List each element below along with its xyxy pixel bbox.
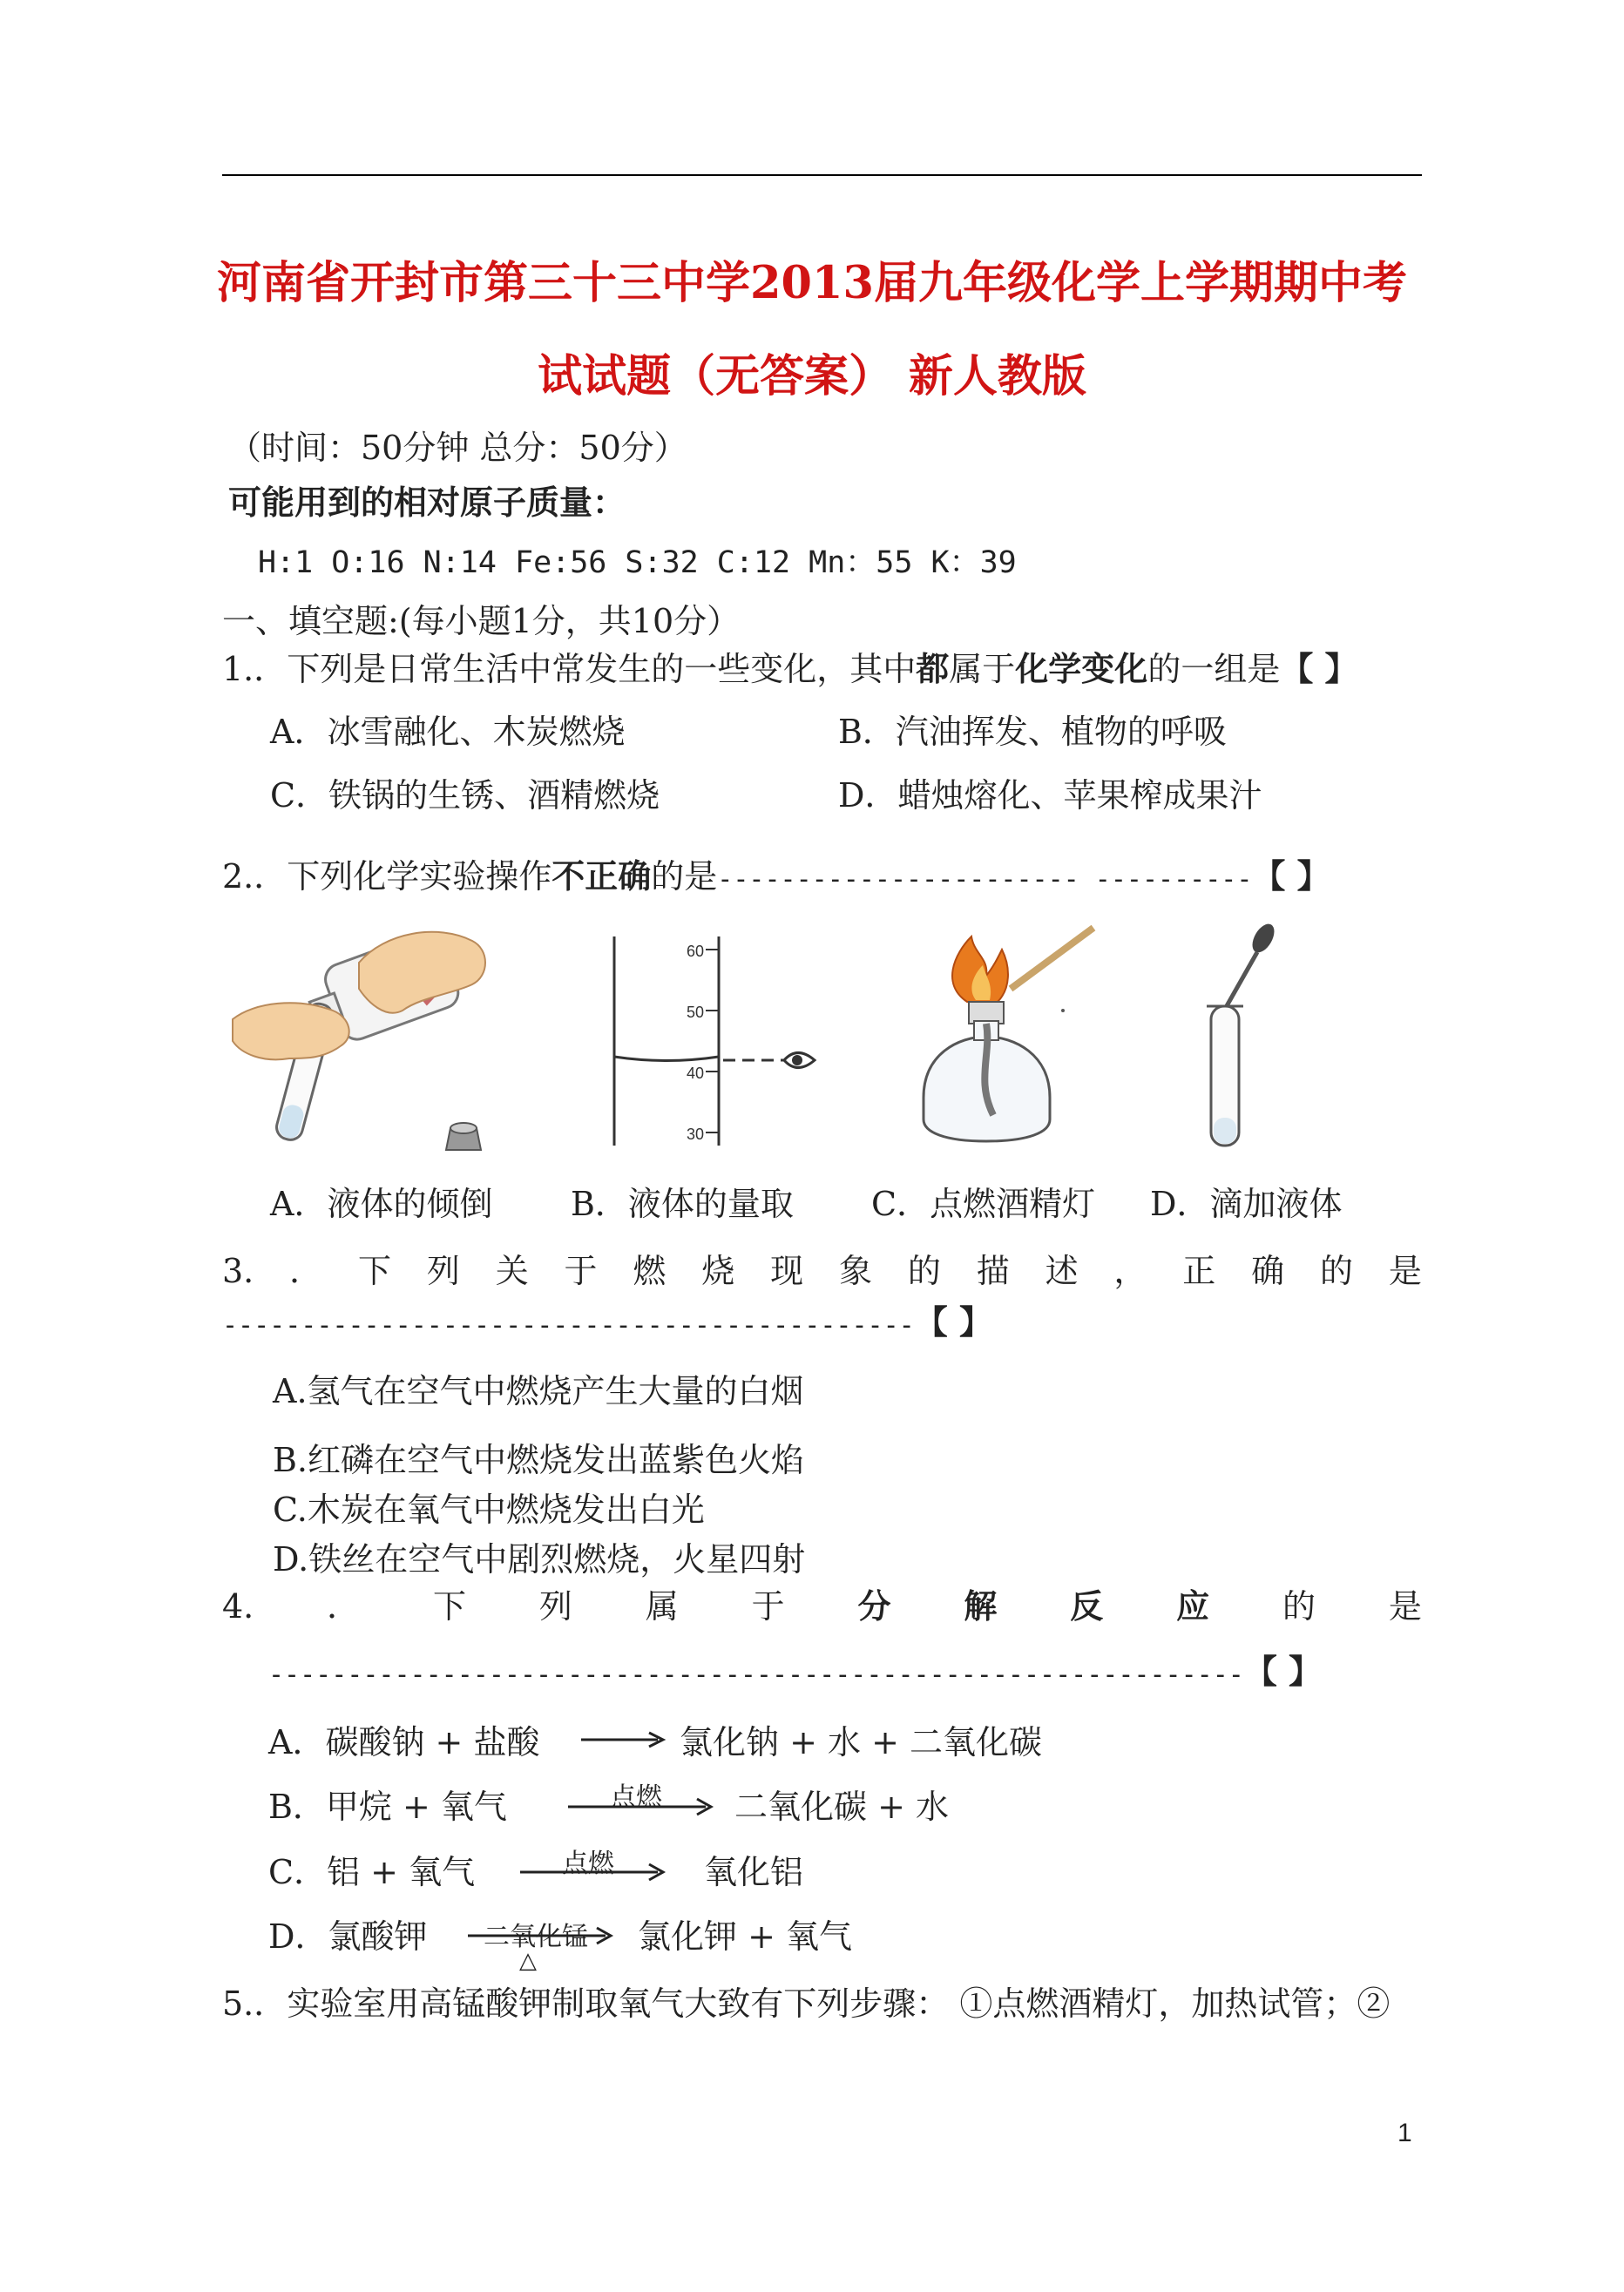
header-rule <box>222 174 1422 176</box>
q3-char: 列 <box>426 1252 460 1290</box>
q3-option-a: A.氢气在空气中燃烧产生大量的白烟 <box>273 1372 804 1410</box>
q4-char: 是 <box>1388 1587 1422 1626</box>
q3-char: 象 <box>838 1252 872 1290</box>
q4-option-d-heat-symbol: △ <box>519 1948 537 1974</box>
q4-char: 应 <box>1176 1586 1210 1626</box>
q4-char: ． <box>327 1587 361 1626</box>
q4-option-b-products: 二氧化碳 + 水 <box>734 1788 949 1826</box>
section-1-heading: 一、填空题:(每小题1分，共10分） <box>222 602 741 640</box>
cylinder-tick-30: 30 <box>686 1126 704 1143</box>
q3-char: 正 <box>1182 1252 1216 1290</box>
q2-answer-bracket: 【 】 <box>1252 856 1330 896</box>
q4-char: 解 <box>964 1586 998 1626</box>
q1-stem-bold1: 都 <box>916 649 950 688</box>
q1-stem <box>222 650 1358 688</box>
pouring-liquid-illustration <box>228 915 498 1154</box>
q1-stem-b: 属于 <box>949 650 1016 688</box>
cylinder-tick-50: 50 <box>686 1004 704 1021</box>
q3-char: 是 <box>1388 1252 1422 1290</box>
q3-char: ， <box>1113 1252 1147 1290</box>
title-line-2: 试试题（无答案） 新人教版 <box>538 350 1086 402</box>
reaction-arrow-icon <box>579 1729 667 1750</box>
q4-char: 下 <box>433 1587 467 1626</box>
q3-char: 描 <box>976 1252 1010 1290</box>
exam-info: （时间：50分钟 总分：50分） <box>228 429 687 467</box>
q3-stem <box>222 1252 1422 1290</box>
q4-option-a-reactants: A．碳酸钠 + 盐酸 <box>268 1723 540 1761</box>
q3-dashes: -------------------------------------------- <box>222 1310 915 1341</box>
q1-stem-bold2: 化学变化 <box>1015 649 1148 688</box>
q3-answer-bracket: 【 】 <box>914 1302 992 1342</box>
cylinder-tick-40: 40 <box>686 1065 704 1082</box>
q2-stem <box>222 857 1330 899</box>
atomic-masses: H:1 O:16 N:14 Fe:56 S:32 C:12 Mn：55 K：39 <box>258 545 1017 580</box>
q2-stem-end: 的是 <box>651 857 718 896</box>
q2-stem-a: 2.．下列化学实验操作 <box>222 857 552 896</box>
q4-char: 于 <box>751 1587 785 1626</box>
q1-option-c: C．铁锅的生锈、酒精燃烧 <box>270 776 660 815</box>
q2-option-d: D．滴加液体 <box>1150 1185 1343 1223</box>
reaction-arrow-icon <box>466 1925 614 1946</box>
q1-stem-a: 1.．下列是日常生活中常发生的一些变化，其中 <box>222 650 917 688</box>
q1-option-d: D．蜡烛熔化、苹果榨成果汁 <box>838 776 1262 815</box>
q2-option-b: B．液体的量取 <box>571 1185 794 1223</box>
q3-option-c: C.木炭在氧气中燃烧发出白光 <box>273 1491 705 1529</box>
q3-char: 述 <box>1045 1252 1079 1290</box>
q5-stem: 5.．实验室用高锰酸钾制取氧气大致有下列步骤： ①点燃酒精灯，加热试管；② <box>222 1984 1391 2023</box>
q3-char: 的 <box>1320 1252 1354 1290</box>
dropper-test-tube-illustration <box>1189 919 1294 1154</box>
q2-stem-bold: 不正确 <box>551 856 652 896</box>
q4-char: 4. <box>222 1587 254 1626</box>
q4-char: 属 <box>645 1587 679 1626</box>
reaction-arrow-icon <box>566 1796 714 1817</box>
page-number: 1 <box>1397 2119 1412 2147</box>
q4-dash-line <box>268 1653 1322 1694</box>
title-line-1: 河南省开封市第三十三中学2013届九年级化学上学期期中考 <box>217 257 1407 309</box>
q4-option-d-reactants: D．氯酸钾 <box>268 1917 428 1956</box>
q3-char: 3. <box>222 1252 254 1290</box>
q3-char: 的 <box>907 1252 941 1290</box>
q2-option-a: A．液体的倾倒 <box>270 1185 493 1223</box>
cylinder-tick-60: 60 <box>686 943 704 960</box>
q4-option-c-reactants: C．铝 + 氧气 <box>268 1853 476 1891</box>
q3-option-d: D.铁丝在空气中剧烈燃烧，火星四射 <box>273 1540 806 1579</box>
q3-char: 关 <box>495 1252 529 1290</box>
q3-char: 燃 <box>633 1252 667 1290</box>
q3-char: 下 <box>357 1252 391 1290</box>
q2-dashes: ----------------------- ---------- <box>717 864 1253 895</box>
q1-option-a: A．冰雪融化、木炭燃烧 <box>270 713 626 751</box>
q4-char: 反 <box>1070 1586 1104 1626</box>
q3-dash-line <box>222 1303 992 1345</box>
q3-char: 现 <box>770 1252 804 1290</box>
q4-option-a-products: 氯化钠 + 水 + 二氧化碳 <box>680 1723 1042 1761</box>
graduated-cylinder-illustration <box>601 932 828 1150</box>
q1-answer-bracket: 【 】 <box>1280 649 1358 688</box>
atomic-mass-heading: 可能用到的相对原子质量： <box>228 483 626 522</box>
q4-dashes: -------------------------------------------------------------- <box>268 1660 1244 1690</box>
q4-option-c-condition: 点燃 <box>562 1849 614 1879</box>
q1-option-b: B．汽油挥发、植物的呼吸 <box>838 713 1227 751</box>
q4-char: 的 <box>1282 1587 1316 1626</box>
q3-option-b: B.红磷在空气中燃烧发出蓝紫色火焰 <box>273 1441 805 1479</box>
q3-char: 于 <box>564 1252 598 1290</box>
q4-option-d-condition: 二氧化锰 <box>484 1922 588 1952</box>
alcohol-lamp-illustration <box>906 923 1106 1159</box>
q4-option-b-condition: 点燃 <box>610 1782 662 1813</box>
q3-char: ． <box>289 1252 323 1290</box>
q3-char: 确 <box>1251 1252 1285 1290</box>
q4-char: 分 <box>857 1586 891 1626</box>
q3-char: 烧 <box>701 1252 735 1290</box>
q4-option-d-products: 氯化钾 + 氧气 <box>638 1917 852 1956</box>
q4-stem <box>222 1587 1422 1626</box>
q2-option-c: C．点燃酒精灯 <box>871 1185 1096 1223</box>
q4-option-b-reactants: B．甲烷 + 氧气 <box>268 1788 507 1826</box>
q4-option-c-products: 氧化铝 <box>704 1853 804 1891</box>
q4-char: 列 <box>538 1587 572 1626</box>
reaction-arrow-icon <box>518 1862 667 1883</box>
q1-stem-c: 的一组是 <box>1147 650 1281 688</box>
q4-answer-bracket: 【 】 <box>1243 1652 1323 1691</box>
